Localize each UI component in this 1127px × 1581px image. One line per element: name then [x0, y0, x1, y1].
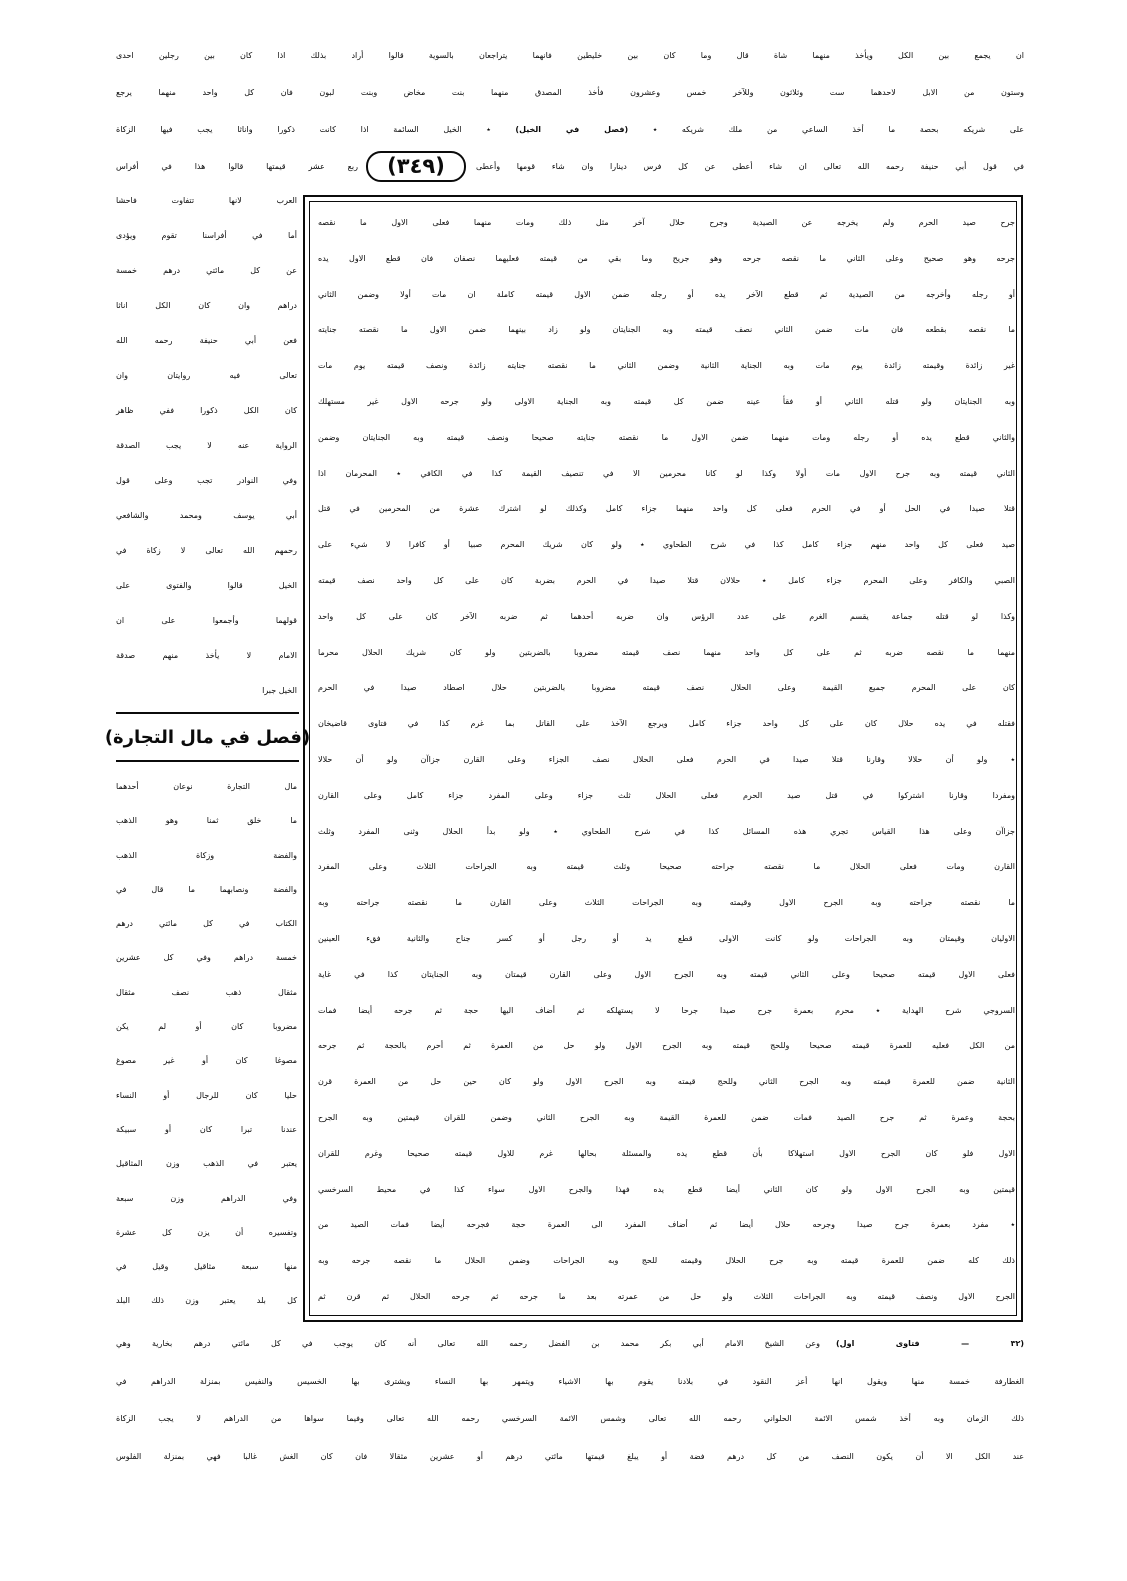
commentary-text-line: أو رجله وأخرجه من الصيدية ثم قطع الآخر يده أو رجله ضمن الاول قيمته كاملة ان مات أولا وضمن الثاني: [318, 289, 1015, 299]
footer-text-block: [116, 1325, 1024, 1475]
section-heading-trade-goods: [104, 712, 311, 762]
commentary-text-line: قتلا صيدا في الحل أو في الحرم فعلى كل واحد منهما جزاء كامل وكذلك لو اشترك عشرة من المحرمين في قتل: [318, 504, 1015, 514]
commentary-text-line: ذلك كله ضمن للعمرة قيمته وبه جرح الحلال وقيمته للحج وبه الجراحات وضمن الحلال ما نقصه جرحه وبه: [318, 1256, 1015, 1266]
margin-text-line: خمسة دراهم وفي كل عشرين: [116, 953, 297, 963]
margin-text-line: مضروبا كان أو لم يكن: [116, 1022, 297, 1032]
footer-text-line: [116, 1325, 1024, 1363]
commentary-text-line: ما نقصه بقطعه فان مات ضمن الثاني نصف قيمته وبه الجنايتان ولو زاد بينهما ضمن الاول ما نقصته جنايته: [318, 325, 1015, 335]
margin-text-line: حليا كان للرجال أو النساء: [116, 1090, 297, 1100]
commentary-text-line: ومفردا وقارنا اشتركوا في قتل صيد الحرم فعلى الحلال ثلث جزاء وعلى المفرد جزاء كامل وعلى القارن: [318, 790, 1015, 800]
commentary-text-line: قيمتين وبه الجرح الاول ولو كان الثاني أيضا قطع يده فهذا والجرح الاول سواء كذا في محيط السرخسي: [318, 1184, 1015, 1194]
volume-signature-mark: (٣٢ — فتاوى اول): [836, 1339, 1024, 1348]
margin-text-line: قولهما وأجمعوا على ان: [116, 616, 297, 625]
commentary-text-line: والثاني قطع يده أو رجله ومات منهما ضمن الاول ما نقصته جنايته صحيحا ونصف قيمته وبه الجنايتان وضمن: [318, 432, 1015, 442]
commentary-text-line: صيد فعلى كل واحد منهم جزاء كامل كذا في شرح الطحاوي ٭ ولو كان شريك المحرم صبيا أو كافرا لا شيء على: [318, 540, 1015, 550]
margin-text-line: يعتبر في الذهب وزن المثاقيل: [116, 1159, 297, 1169]
commentary-text-line: الاول فلو كان الجرح الاول استهلاكا بأن قطع يده والمسئلة بحالها غرم للاول قيمته صحيحا وغرم للقران: [318, 1148, 1015, 1158]
margin-text-line: وفي النوادر تجب وعلى قول: [116, 476, 297, 485]
commentary-text-line: ٭ مفرد بعمرة جرح صيدا وجرحه حلال أيضا ثم أضاف المفرد الى العمرة حجة فجرحه أيضا فمات الصيد من: [318, 1220, 1015, 1230]
margin-text-line: الرواية عنه لا يجب الصدقة: [116, 441, 297, 450]
commentary-text-line: بحجة وعمرة ثم جرح الصيد فمات ضمن للعمرة القيمة وبه الجرح الثاني وضمن للقران قيمتين وبه الجرح: [318, 1112, 1015, 1122]
header-text-segment: في قول أبي حنيفة رحمه الله تعالى ان شاء أعطى عن كل فرس دينارا وان شاء قومها وأعطى: [476, 162, 1024, 171]
margin-text-line: والفضة ونصابهما ما قال في: [116, 884, 297, 894]
margin-text-line: منها سبعة مثاقيل وقيل في: [116, 1262, 297, 1272]
margin-text-line: الخيل جبرا: [262, 686, 297, 695]
footer-text-line: الغطارفة خمسة منها ويقول انها أعز النقود في بلادنا يقوم بها الاشياء ويتمهر بها النساء ويشترى بها الخسيس والنفيس بمنزلة الدراهم في: [116, 1376, 1024, 1386]
section-heading-horses: (فصل في الخيل): [515, 125, 629, 134]
commentary-text-line: من الكل فعليه للعمرة قيمته صحيحا وللحج قيمته وبه الجرح الاول ولو حل من العمرة ثم أحرم بالحجة ثم جرحه: [318, 1041, 1015, 1051]
header-text-line: وستون من الابل لاحدهما ست وثلاثون وللآخر خمس وعشرون فأخذ المصدق منهما بنت مخاض وبنت لبون فان كل واحد منهما يرجع: [116, 88, 1024, 97]
commentary-text-line: كان على المحرم جميع القيمة وعلى الحلال نصف قيمته مضروبا بالضربتين حلال اصطاد صيدا في الحرم: [318, 683, 1015, 693]
commentary-text-line: جرحه وهو صحيح وعلى الثاني ما نقصه جرحه وهو جريح وما بقي من قيمته فعليهما نصفان فان قطع الاول يده: [318, 253, 1015, 263]
margin-text-line: مصوغا كان أو غير مصوغ: [116, 1056, 297, 1066]
commentary-text-line: القارن ومات فعلى الحلال ما نقصته جراحته صحيحا وثلث قيمته وبه الجراحات الثلاث وعلى المفرد: [318, 862, 1015, 872]
header-text-segment: ربع عشر قيمتها قالوا هذا في أفراس: [116, 162, 358, 171]
margin-column-horses: [116, 183, 297, 708]
commentary-text-line: السروجي شرح الهداية ٭ محرم بعمرة جرح صيدا جرحا لا يستهلكه ثم أضاف اليها حجة ثم جرحه أيضا فمات: [318, 1005, 1015, 1015]
margin-text-line: والفضة وزكاة الذهب: [116, 850, 297, 860]
commentary-text-line: جرح صيد الحرم ولم يخرجه عن الصيدية وجرح حلال آخر مثل ذلك ومات منهما فعلى الاول ما نقصه: [318, 218, 1015, 227]
commentary-text-line: فعلى الاول قيمته صحيحا وعلى الثاني قيمته وبه الجرح الاول وعلى القارن قيمتان وبه الجنايتان كذا في غاية: [318, 969, 1015, 979]
commentary-text-line: الثاني قيمته وبه جرح الاول مات أولا وكذا لو كانا محرمين الا في تنصيف القيمة كذا في الكافي ٭ المحرمان اذا: [318, 468, 1015, 478]
margin-text-line: فعن أبي حنيفة رحمه الله: [116, 336, 297, 345]
header-text-line: ان يجمع بين الكل ويأخذ منهما شاة قال وما كان بين خليطين فانهما يتراجعان بالسوية قالوا أراد بذلك اذا كان بين رجلين احدى: [116, 51, 1024, 60]
margin-text-line: كان الكل ذكورا ففي ظاهر: [116, 406, 297, 415]
footer-text-line: ذلك الزمان وبه أخذ شمس الائمة الحلواني رحمه الله تعالى وشمس الائمة السرخسي رحمه الله تعالى وفيما سواها من الدراهم لا يجب الزكاة: [116, 1414, 1024, 1423]
header-text-block: [116, 37, 1024, 185]
margin-text-line: العرب لانها تتفاوت فاحشا: [116, 196, 297, 205]
commentary-text-line: ما نقصته جراحته وبه الجرح الاول وقيمته وبه الجراحات الثلاث وعلى القارن ما نقصته جراحته وبه: [318, 898, 1015, 908]
margin-text-line: عندنا تبرا كان أو سبيكة: [116, 1124, 297, 1134]
margin-text-line: عن كل مائتي درهم خمسة: [116, 266, 297, 275]
section-heading-text: (فصل في مال التجارة): [104, 726, 311, 748]
commentary-text-line: الاوليان وقيمتان وبه الجراحات ولو كانت الاولى قطع يد أو رجل أو كسر جناح والثانية فقء العينين: [318, 933, 1015, 943]
header-text-line: [116, 111, 1024, 148]
footer-text-line: عند الكل الا أن يكون النصف من كل درهم فضة أو يبلغ قيمتها مائتي درهم أو عشرين مثقالا فان كان الغش غالبا فهي بمنزلة الفلوس: [116, 1451, 1024, 1461]
commentary-text-line: ٭ ولو أن حلالا وقارنا قتلا صيدا في الحرم فعلى الحلال نصف الجزاء وعلى القارن جزاآن ولو أن حلالا: [318, 754, 1015, 764]
margin-text-line: أما في أفراسنا تقوم ويؤدى: [116, 231, 297, 240]
commentary-text-line: الصبي والكافر وعلى المحرم جزاء كامل ٭ حلالان قتلا صيدا في الحرم بضربة كان على كل واحد نصف قيمته: [318, 575, 1015, 585]
margin-text-line: رحمهم الله تعالى لا زكاة في: [116, 546, 297, 555]
margin-text-line: الخيل قالوا والفتوى على: [116, 581, 297, 590]
margin-text-line: مال التجارة نوعان أحدهما: [116, 782, 297, 791]
margin-text-line: دراهم وان كان الكل اناثا: [116, 301, 297, 310]
commentary-text-line: جزاآن وعلى هذا القياس تجري هذه المسائل كذا في شرح الطحاوي ٭ ولو بدأ الحلال وثنى المفرد وثلث: [318, 826, 1015, 836]
margin-text-line: كل بلد يعتبر وزن ذلك البلد: [116, 1296, 297, 1306]
margin-text-line: الكتاب في كل مائتي درهم: [116, 919, 297, 929]
footer-text-segment: وعن الشيخ الامام أبي بكر محمد بن الفضل رحمه الله تعالى أنه كان يوجب في كل مائتي درهم بخارية وهي: [116, 1339, 820, 1348]
commentary-text-line: منهما ما نقصه ضربه ثم على كل واحد منهما نصف قيمته مضروبا بالضربتين ولو كان شريك الحلال محرما: [318, 647, 1015, 657]
header-text-segment: ٭ الخيل السائمة اذا كانت ذكورا واناثا يجب فيها الزكاة: [116, 125, 491, 134]
header-text-segment: على شريكه بحصة ما أخذ الساعي من ملك شريكه ٭: [652, 125, 1025, 134]
page-number: (٣٤٩): [366, 151, 466, 182]
margin-text-line: ما خلق ثمنا وهو الذهب: [116, 816, 297, 826]
margin-text-line: أبي يوسف ومحمد والشافعي: [116, 511, 297, 520]
margin-text-line: مثقال ذهب نصف مثقال: [116, 987, 297, 997]
margin-text-line: وفي الدراهم وزن سبعة: [116, 1193, 297, 1203]
commentary-text-line: فقتله في يده حلال كان على كل واحد جزاء كامل ويرجع الآخذ على القاتل بما غرم كذا في فتاوى قاضيخان: [318, 719, 1015, 729]
commentary-text-line: وكذا لو قتله جماعة يقسم الغرم على عدد الرؤس وان ضربه أحدهما ثم ضربه الآخر كان على كل واحد: [318, 611, 1015, 621]
header-text-line: [116, 148, 1024, 185]
margin-text-line: تعالى فيه روايتان وان: [116, 371, 297, 380]
margin-text-line: الامام لا يأخذ منهم صدقة: [116, 651, 297, 660]
margin-text-line: وتفسيره أن يزن كل عشرة: [116, 1227, 297, 1237]
commentary-text-line: وبه الجنايتان ولو قتله الثاني أو فقأ عينه ضمن كل قيمته وبه الجناية الاولى ولو جرحه الاول غير مستهلك: [318, 396, 1015, 406]
commentary-text-block: [318, 205, 1015, 1315]
commentary-text-line: الجرح الاول ونصف قيمته وبه الجراحات الثلاث ولو حل من عمرته بعد ما جرحه ثم جرحه الحلال ثم قرن ثم: [318, 1291, 1015, 1301]
margin-column-trade-goods: [116, 770, 297, 1319]
commentary-text-line: غير زائدة وقيمته زائدة يوم مات وبه الجناية الثانية وضمن الثاني ما نقصته جنايته زائدة ونصف قيمته يوم مات: [318, 361, 1015, 371]
commentary-text-line: الثانية ضمن للعمرة قيمته وبه الجرح الثاني وللحج قيمته وبه الجرح الاول ولو كان حين حل من العمرة قرن: [318, 1077, 1015, 1087]
